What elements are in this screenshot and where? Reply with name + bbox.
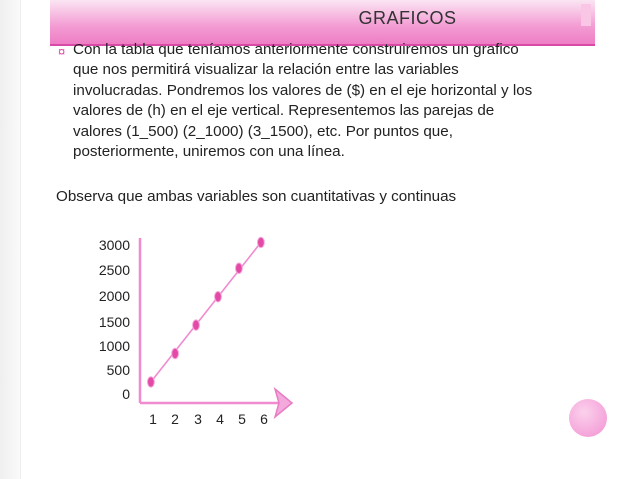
y-tick-label: 500 [106, 362, 130, 378]
paragraph-line: valores de (h) en el eje vertical. Representemos las parejas de [73, 102, 495, 120]
data-point-6 [258, 237, 265, 247]
paragraph-line: posteriormente, uniremos con una línea. [73, 143, 345, 161]
y-tick-label: 1500 [98, 314, 130, 330]
paragraph-line: Con la tabla que teníamos anteriormente construiremos un grafico [73, 41, 519, 58]
series-line [151, 242, 261, 381]
data-point-2 [172, 348, 179, 358]
note-text: Observa que ambas variables son cuantitativas y continuas [56, 188, 457, 205]
x-tick-label: 2 [171, 411, 179, 427]
data-point-3 [193, 320, 200, 330]
bullet-icon: ¤ [58, 44, 66, 59]
x-tick-label: 5 [238, 411, 246, 427]
y-tick-label: 2500 [98, 262, 130, 278]
data-point-5 [236, 263, 243, 273]
paragraph-line: valores (1_500) (2_1000) (3_1500), etc. Por puntos que, [73, 122, 453, 140]
x-tick-label: 4 [216, 411, 224, 427]
x-tick-label: 3 [194, 411, 202, 427]
paragraph-line: que nos permitirá visualizar la relación entre las variables [73, 61, 459, 79]
x-tick-label: 1 [149, 411, 157, 427]
y-tick-label: 0 [122, 386, 130, 402]
data-point-1 [148, 377, 155, 387]
y-tick-label: 1000 [98, 338, 130, 354]
y-tick-label: 2000 [98, 288, 130, 304]
y-tick-label: 3000 [98, 237, 130, 253]
x-tick-label: 6 [260, 411, 268, 427]
slide-title: GRAFICOS [358, 8, 457, 28]
data-point-4 [215, 291, 222, 301]
decorative-circle [569, 399, 607, 437]
data-series [148, 237, 265, 387]
paragraph-line: involucradas. Pondremos los valores de ($) en el eje horizontal y los [73, 81, 533, 99]
